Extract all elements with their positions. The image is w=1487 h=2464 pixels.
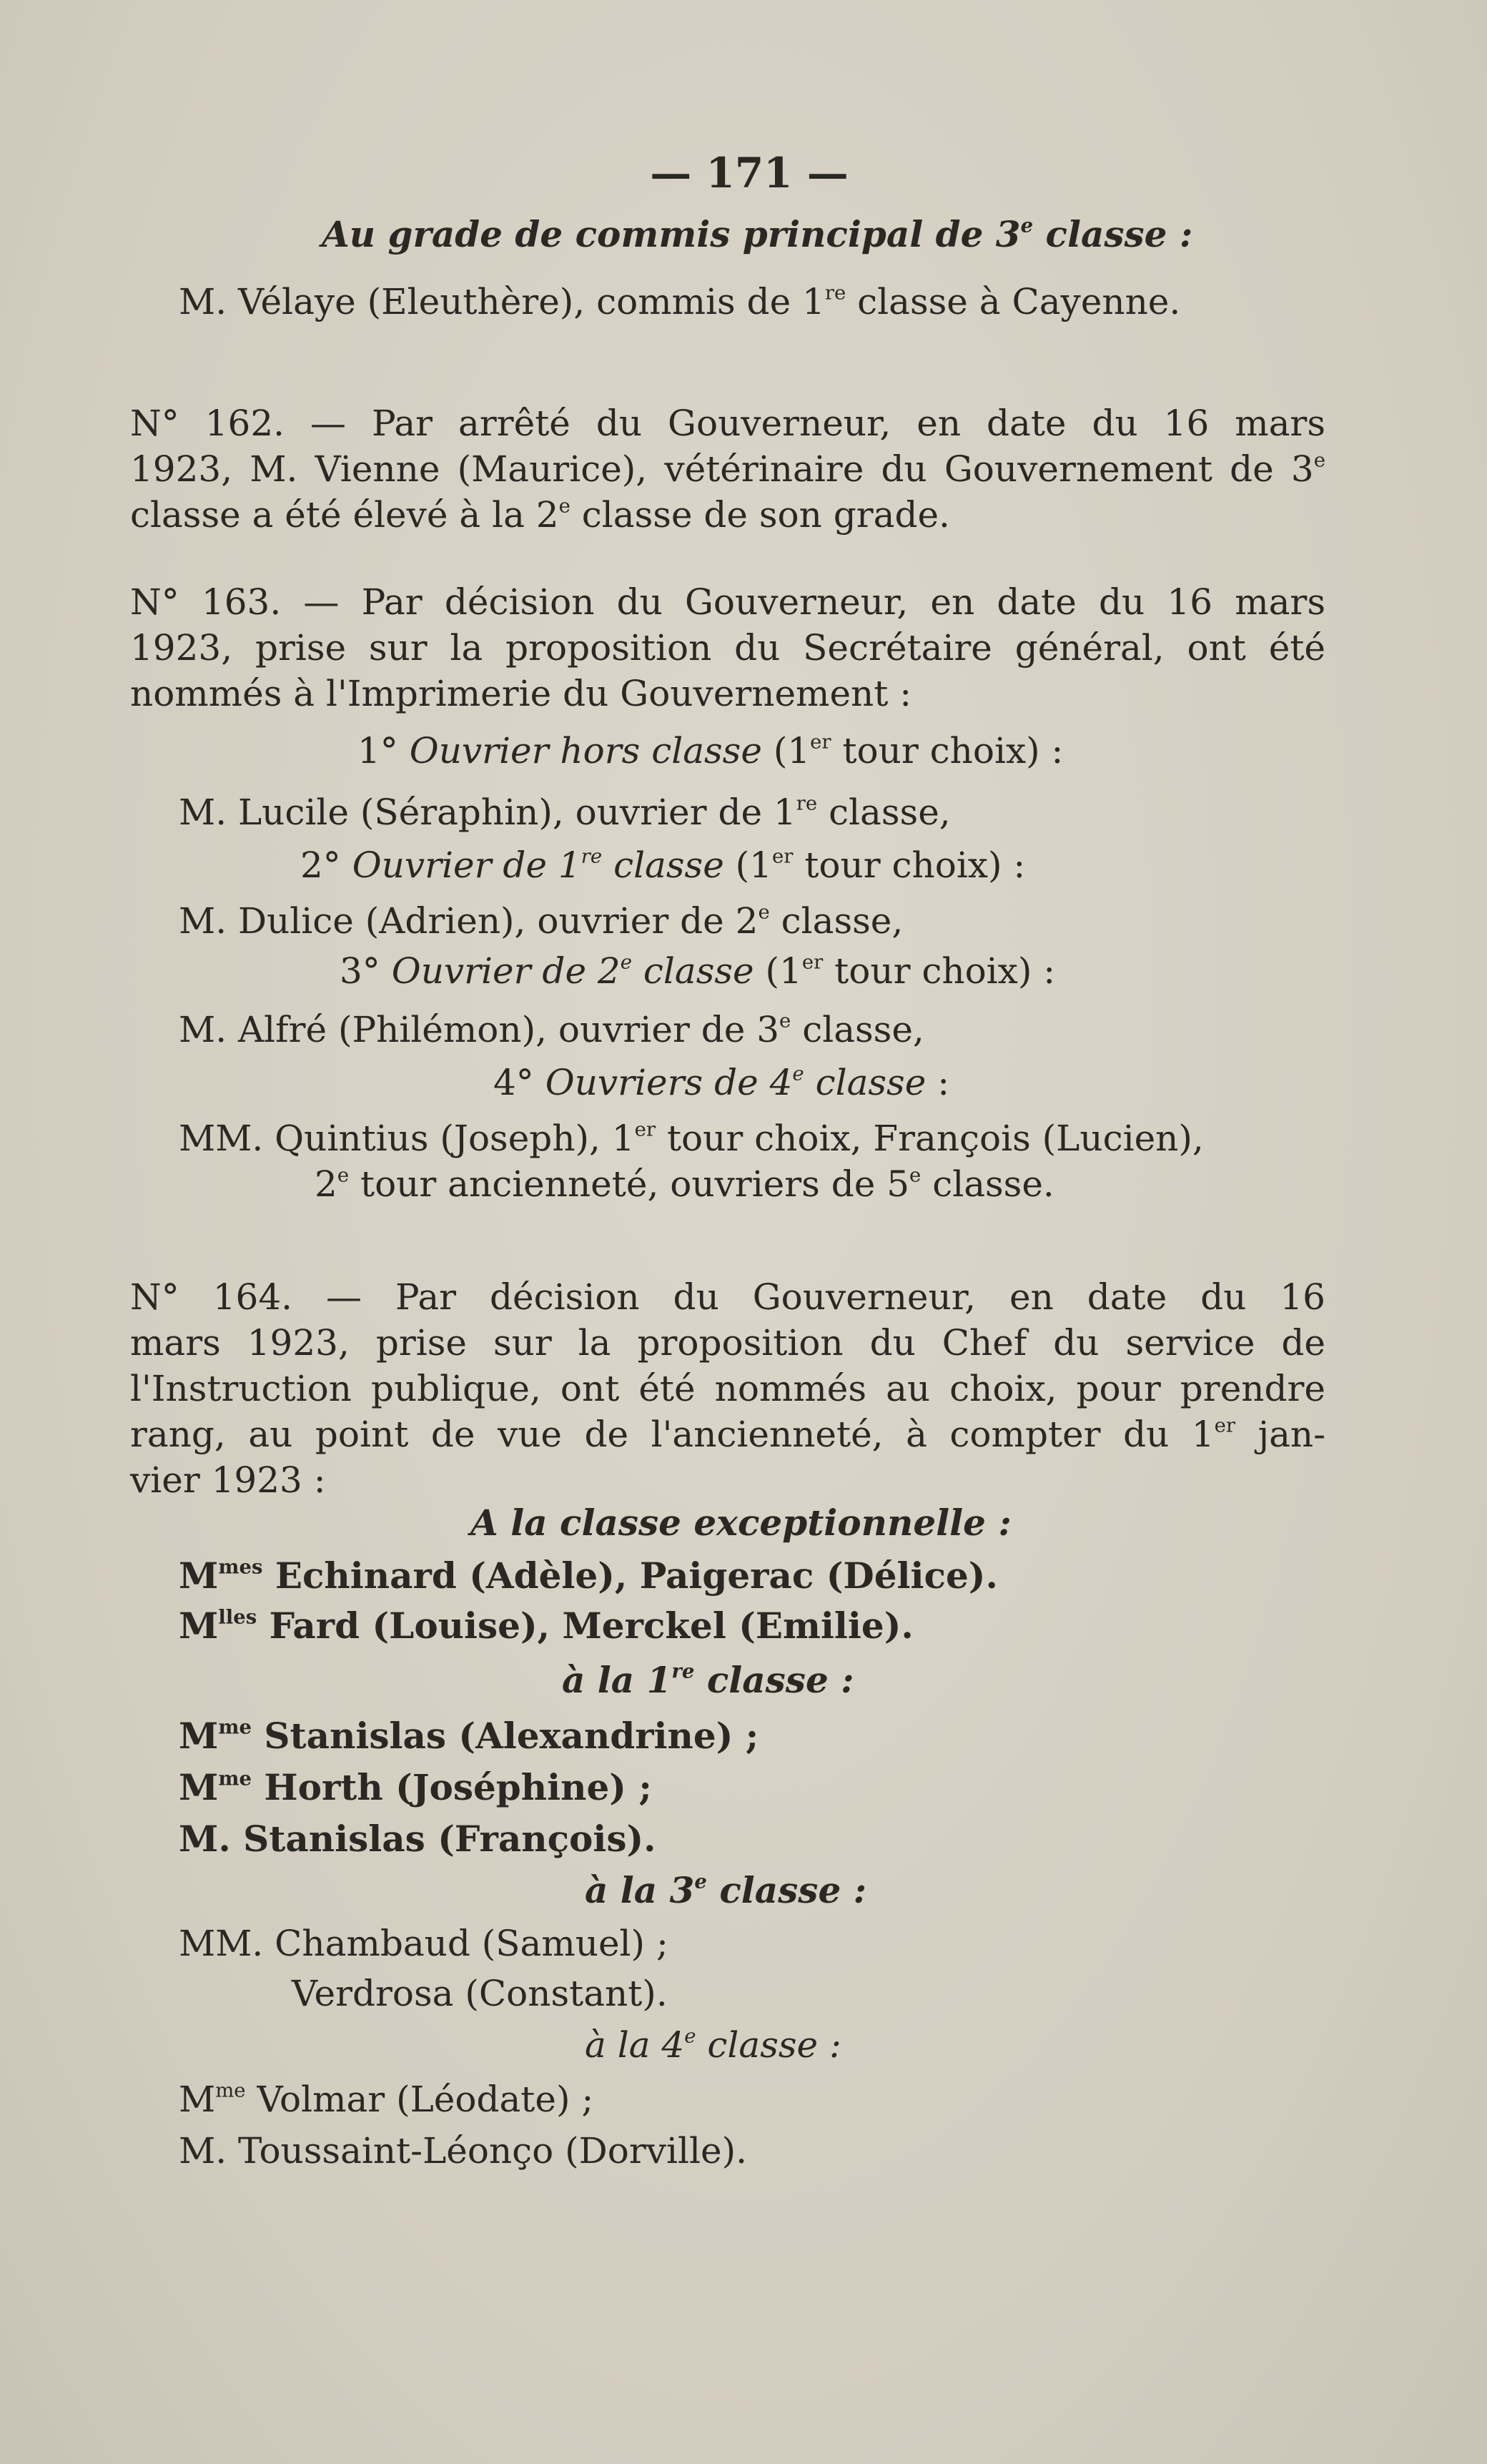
superscript: e — [620, 950, 633, 974]
line — [130, 1320, 1325, 1366]
superscript: mes — [218, 1555, 263, 1579]
line — [315, 1161, 1054, 1207]
line — [179, 789, 951, 835]
line — [322, 212, 1192, 257]
superscript: er — [1214, 1414, 1236, 1437]
text-run: tour ancienneté, ouvriers de 5 — [349, 1163, 910, 1205]
text-run: N° 163. — Par décision du Gouverneur, en date du 16 mars — [130, 581, 1325, 623]
text-run: Ouvrier de 2 — [391, 950, 621, 992]
text-run: M. Toussaint-Léonço (Dorville). — [179, 2130, 747, 2172]
superscript: er — [772, 844, 794, 868]
superscript: e — [1313, 448, 1325, 472]
text-run: 3° — [340, 950, 392, 992]
line — [179, 1921, 668, 1966]
text-run: A la classe exceptionnelle : — [470, 1502, 1012, 1544]
superscript: re — [796, 792, 818, 815]
text-run: nommés à l'Imprimerie du Gouvernement : — [130, 673, 912, 714]
text-run: Volmar (Léodate) ; — [245, 2079, 594, 2120]
superscript: re — [671, 1660, 695, 1683]
line — [179, 1603, 914, 1649]
page-number: — 171 — — [650, 149, 849, 197]
text-run: classe : — [694, 1659, 854, 1701]
text-run: classe, — [817, 792, 951, 833]
line — [179, 2128, 747, 2174]
text-run: MM. Quintius (Joseph), 1 — [179, 1118, 635, 1159]
text-run: N° 162. — Par arrêté du Gouverneur, en date du 16 mars — [130, 403, 1325, 444]
text-run: 1° — [357, 730, 410, 772]
line — [179, 1816, 656, 1862]
text-run: tour choix) : — [831, 730, 1064, 772]
text-run: classe — [632, 950, 754, 992]
superscript: e — [909, 1163, 922, 1187]
text-run: à la 3 — [585, 1869, 695, 1911]
text-run: à la 1 — [562, 1659, 672, 1701]
text-run: : — [926, 1062, 950, 1103]
line — [357, 728, 1063, 774]
text-run: (1 — [761, 730, 811, 772]
line — [179, 2076, 593, 2122]
line — [130, 1457, 326, 1503]
text-run: Ouvrier de 1 — [352, 844, 581, 886]
line — [493, 1060, 949, 1105]
line — [340, 948, 1055, 994]
text-run: 1923, M. Vienne (Maurice), vétérinaire du Gouvernement de 3 — [130, 448, 1314, 490]
text-run: Fard (Louise), Merckel (Emilie). — [257, 1605, 914, 1647]
text-run: Ouvriers de 4 — [545, 1062, 793, 1103]
text-run: tour choix, François (Lucien), — [656, 1118, 1204, 1159]
line — [179, 1713, 759, 1759]
text-run: tour choix) : — [823, 950, 1056, 992]
superscript: e — [792, 1062, 804, 1085]
line — [130, 579, 1325, 625]
text-run: classe : — [1033, 213, 1193, 255]
line — [130, 446, 1325, 492]
line — [179, 1553, 998, 1599]
line — [562, 1657, 854, 1703]
text-run: M. Alfré (Philémon), ouvrier de 3 — [179, 1009, 780, 1050]
line — [585, 1868, 866, 1913]
line — [130, 1411, 1325, 1457]
text-run: classe de son grade. — [570, 494, 950, 536]
line — [179, 1007, 924, 1053]
superscript: me — [218, 1715, 252, 1739]
text-run: 2 — [315, 1163, 337, 1205]
superscript: er — [810, 730, 831, 754]
text-run: jan- — [1235, 1414, 1325, 1455]
superscript: e — [694, 1870, 707, 1893]
text-run: l'Instruction publique, ont été nommés au choix, pour prendre — [130, 1368, 1325, 1409]
text-run: M — [179, 1715, 219, 1757]
text-run: Ouvrier hors classe — [409, 730, 762, 772]
superscript: er — [801, 950, 824, 974]
text-run: N° 164. — Par décision du Gouverneur, en date du 16 — [130, 1276, 1325, 1318]
line — [300, 842, 1025, 888]
text-run: rang, au point de vue de l'ancienneté, à compter du 1 — [130, 1414, 1215, 1455]
text-run: M. Lucile (Séraphin), ouvrier de 1 — [179, 792, 796, 833]
text-run: classe — [602, 844, 724, 886]
text-run: 1923, prise sur la proposition du Secrétaire général, ont été — [130, 627, 1325, 669]
line — [470, 1500, 1012, 1546]
line — [179, 1765, 652, 1810]
line — [130, 492, 950, 538]
superscript: lles — [218, 1605, 257, 1629]
text-run: M — [179, 2079, 216, 2120]
text-run: (1 — [754, 950, 802, 992]
text-run: M. Vélaye (Eleuthère), commis de 1 — [179, 281, 825, 322]
superscript: re — [824, 281, 846, 305]
superscript: e — [779, 1009, 791, 1033]
text-run: 4° — [493, 1062, 545, 1103]
text-run: Horth (Joséphine) ; — [251, 1766, 652, 1808]
line — [130, 400, 1325, 446]
text-run: classe, — [769, 900, 904, 942]
text-run: Verdrosa (Constant). — [292, 1973, 668, 2014]
text-run: classe à Cayenne. — [846, 281, 1181, 322]
text-run: 2° — [300, 844, 352, 886]
text-run: M — [179, 1766, 219, 1808]
superscript: re — [581, 844, 603, 868]
text-run: classe : — [696, 2024, 841, 2066]
line — [130, 625, 1325, 671]
superscript: er — [634, 1118, 656, 1141]
line — [292, 1971, 668, 2016]
line — [179, 279, 1180, 325]
text-run: M — [179, 1605, 219, 1647]
text-run: Echinard (Adèle), Paigerac (Délice). — [262, 1554, 998, 1597]
text-run: M. Dulice (Adrien), ouvrier de 2 — [179, 900, 759, 942]
text-run: mars 1923, prise sur la proposition du Chef du service de — [130, 1322, 1325, 1364]
text-run: classe a été élevé à la 2 — [130, 494, 559, 536]
superscript: e — [758, 900, 770, 924]
line — [130, 671, 912, 716]
superscript: e — [1020, 214, 1034, 237]
line — [179, 898, 903, 944]
line — [585, 2022, 841, 2068]
text-run: MM. Chambaud (Samuel) ; — [179, 1923, 668, 1964]
superscript: me — [215, 2079, 246, 2102]
superscript: e — [337, 1163, 350, 1187]
text-run: M. Stanislas (François). — [179, 1818, 656, 1860]
text-run: classe. — [921, 1163, 1054, 1205]
text-run: classe — [804, 1062, 927, 1103]
text-run: (1 — [723, 844, 772, 886]
text-run: vier 1923 : — [130, 1459, 326, 1501]
text-run: à la 4 — [585, 2024, 685, 2066]
text-run: M — [179, 1554, 219, 1597]
superscript: me — [218, 1767, 252, 1790]
superscript: e — [684, 2024, 696, 2048]
text-run: Au grade de commis principal de 3 — [322, 213, 1021, 255]
text-run: classe, — [791, 1009, 924, 1050]
line — [179, 1115, 1204, 1161]
line — [130, 1366, 1325, 1411]
text-run: tour choix) : — [793, 844, 1026, 886]
text-run: Stanislas (Alexandrine) ; — [251, 1715, 759, 1757]
line — [130, 1274, 1325, 1320]
text-run: classe : — [706, 1869, 867, 1911]
superscript: e — [558, 494, 570, 518]
